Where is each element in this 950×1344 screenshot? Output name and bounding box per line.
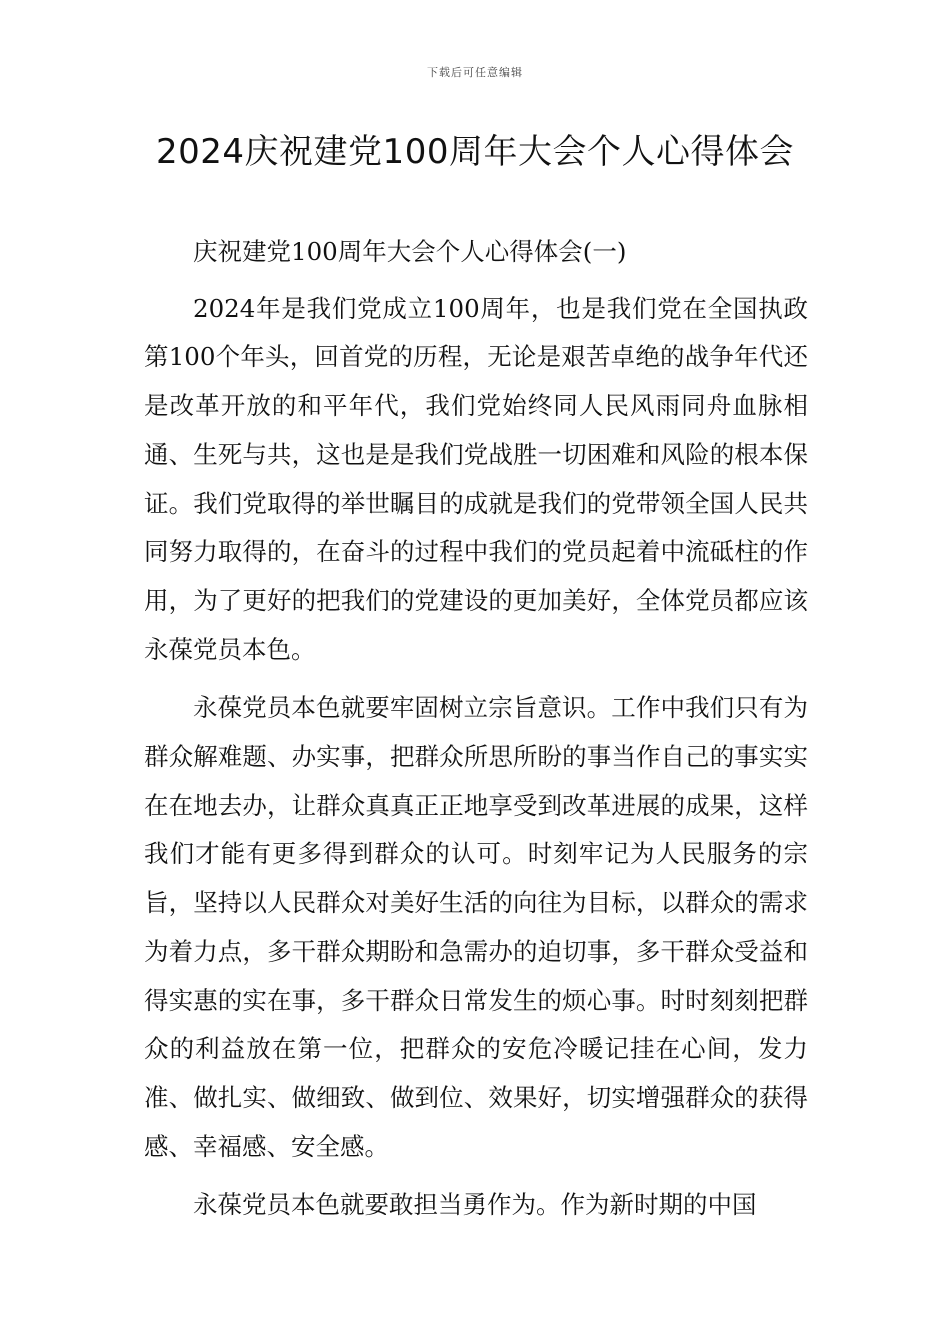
paragraph-2: 永葆党员本色就要牢固树立宗旨意识。工作中我们只有为群众解难题、办实事，把群众所思所盼的事当作自己的事实实在在地去办，让群众真真正正地享受到改革进展的成果，这样我们才能有更多得到群众的认可。时刻牢记为人民服务的宗旨，坚持以人民群众对美好生活的向往为目标，以群众的需求为着力点，多干群众期盼和急需办的迫切事，多干群众受益和得实惠的实在事，多干群众日常发生的烦心事。时时刻刻把群众的利益放在第一位，把群众的安危冷暖记挂在心间，发力准、做扎实、做细致、做到位、效果好，切实增强群众的获得感、幸福感、安全感。 [144,693,808,1161]
paragraph-3: 永葆党员本色就要敢担当勇作为。作为新时期的中国 [193,1190,757,1220]
section-subtitle: 庆祝建党100周年大会个人心得体会(一) [193,237,627,266]
document-title: 2024庆祝建党100周年大会个人心得体会 [156,132,794,172]
header-note: 下载后可任意编辑 [427,66,523,79]
document-body [144,228,808,1240]
paragraph-1: 2024年是我们党成立100周年，也是我们党在全国执政第100个年头，回首党的历程，无论是艰苦卓绝的战争年代还是改革开放的和平年代，我们党始终同人民风雨同舟血脉相通、生死与共，这也是是我们党战胜一切困难和风险的根本保证。我们党取得的举世瞩目的成就是我们的党带领全国人民共同努力取得的，在奋斗的过程中我们的党员起着中流砥柱的作用，为了更好的把我们的党建设的更加美好，全体党员都应该永葆党员本色。 [144,293,808,664]
